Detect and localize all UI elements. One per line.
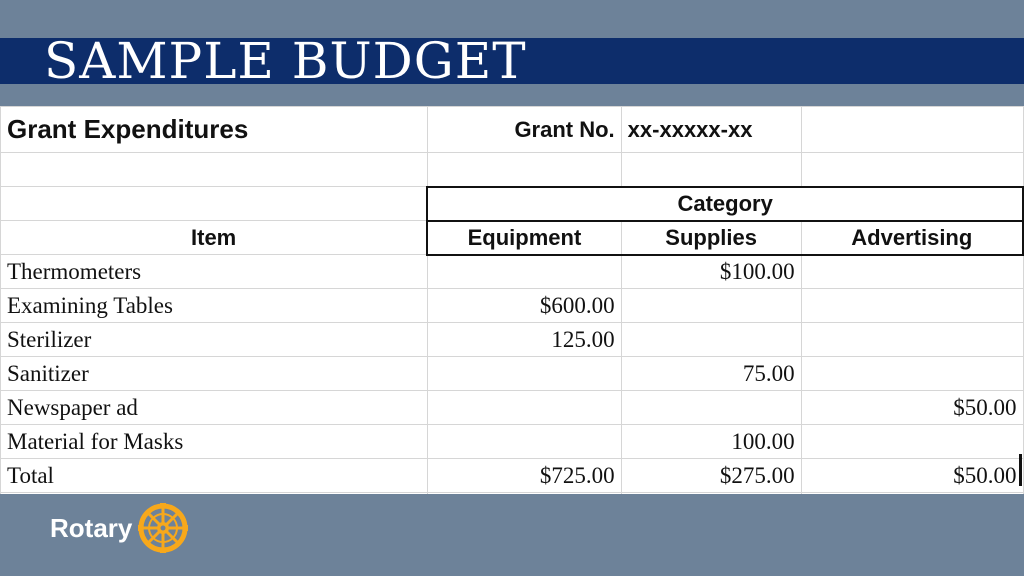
item-cell: Examining Tables: [1, 289, 428, 323]
equipment-cell: [427, 391, 621, 425]
advertising-cell: [801, 255, 1023, 289]
supplies-cell: [621, 289, 801, 323]
column-header-supplies: Supplies: [621, 221, 801, 255]
total-advertising: $50.00: [801, 459, 1023, 493]
item-cell: Newspaper ad: [1, 391, 428, 425]
table-row: [1, 357, 1024, 391]
supplies-cell: [621, 391, 801, 425]
item-cell: Thermometers: [1, 255, 428, 289]
table-row: [1, 107, 1024, 153]
total-equipment: $725.00: [427, 459, 621, 493]
category-header: Category: [427, 187, 1023, 221]
advertising-cell: [801, 323, 1023, 357]
equipment-cell: [427, 255, 621, 289]
empty-cell: [801, 107, 1023, 153]
table-row: [1, 459, 1024, 493]
grant-number-label: Grant No.: [427, 107, 621, 153]
table-row: [1, 255, 1024, 289]
empty-cell: [1, 153, 428, 187]
advertising-cell: $50.00: [801, 391, 1023, 425]
spreadsheet: [0, 106, 1024, 494]
empty-cell: [427, 153, 621, 187]
supplies-cell: $100.00: [621, 255, 801, 289]
empty-cell: [1, 493, 428, 495]
budget-table: [0, 106, 1024, 494]
total-label: Total: [1, 459, 428, 493]
table-row: [1, 493, 1024, 495]
supplies-cell: 75.00: [621, 357, 801, 391]
equipment-cell: 125.00: [427, 323, 621, 357]
column-header-advertising: Advertising: [801, 221, 1023, 255]
table-row: [1, 425, 1024, 459]
advertising-cell: [801, 289, 1023, 323]
table-row: [1, 153, 1024, 187]
sheet-heading: Grant Expenditures: [1, 107, 428, 153]
equipment-cell: [427, 425, 621, 459]
column-header-item: Item: [1, 221, 428, 255]
equipment-cell: $600.00: [427, 289, 621, 323]
empty-cell: [621, 493, 801, 495]
item-cell: Sanitizer: [1, 357, 428, 391]
grant-number-value: xx-xxxxx-xx: [621, 107, 801, 153]
empty-cell: [621, 153, 801, 187]
supplies-cell: 100.00: [621, 425, 801, 459]
table-row: [1, 391, 1024, 425]
slide-title: SAMPLE BUDGET: [44, 32, 527, 90]
rotary-logo: [50, 502, 188, 554]
equipment-cell: [427, 357, 621, 391]
cell-cursor: [1019, 454, 1022, 486]
table-row: [1, 289, 1024, 323]
supplies-cell: [621, 323, 801, 357]
total-supplies: $275.00: [621, 459, 801, 493]
empty-cell: [427, 493, 621, 495]
table-row: [1, 323, 1024, 357]
logo-text: Rotary: [50, 512, 133, 543]
advertising-cell: [801, 425, 1023, 459]
item-cell: Material for Masks: [1, 425, 428, 459]
item-cell: Sterilizer: [1, 323, 428, 357]
table-row: [1, 187, 1024, 221]
empty-cell: [801, 493, 1023, 495]
table-row: [1, 221, 1024, 255]
rotary-wheel-icon: [138, 503, 188, 553]
column-header-equipment: Equipment: [427, 221, 621, 255]
advertising-cell: [801, 357, 1023, 391]
empty-cell: [1, 187, 428, 221]
empty-cell: [801, 153, 1023, 187]
